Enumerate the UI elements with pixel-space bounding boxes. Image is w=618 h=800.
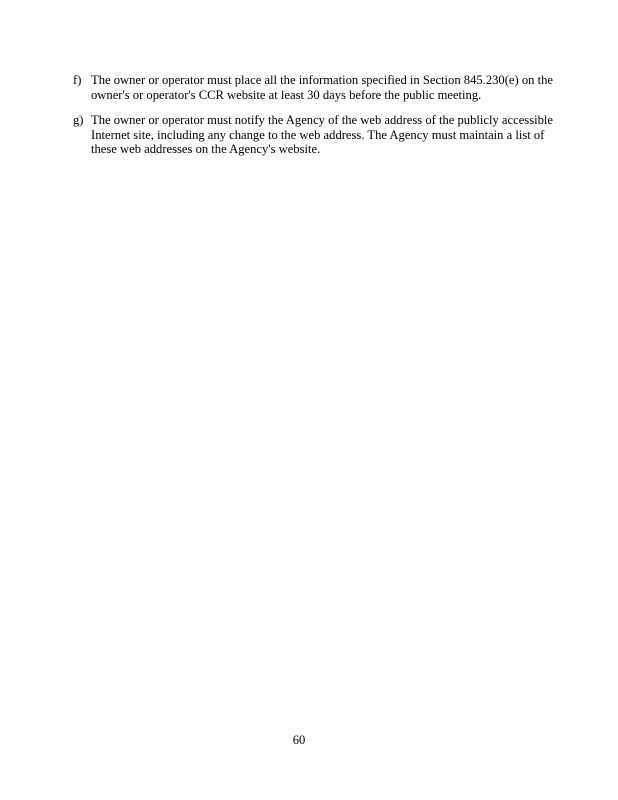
page-number: 60 xyxy=(292,733,306,747)
text-line: The owner or operator must place all the information specified in Section 845.230(e) on the xyxy=(91,73,553,87)
list-marker: g) xyxy=(73,113,84,127)
list-marker: f) xyxy=(73,73,82,87)
list-item-text xyxy=(91,113,591,157)
text-line: Internet site, including any change to the web address. The Agency must maintain a list of xyxy=(91,127,545,142)
text-line: owner's or operator's CCR website at least 30 days before the public meeting. xyxy=(91,87,482,102)
text-line: The owner or operator must notify the Agency of the web address of the publicly accessible xyxy=(91,113,553,127)
list-item-text xyxy=(91,73,591,102)
text-line: these web addresses on the Agency's website. xyxy=(91,142,321,157)
